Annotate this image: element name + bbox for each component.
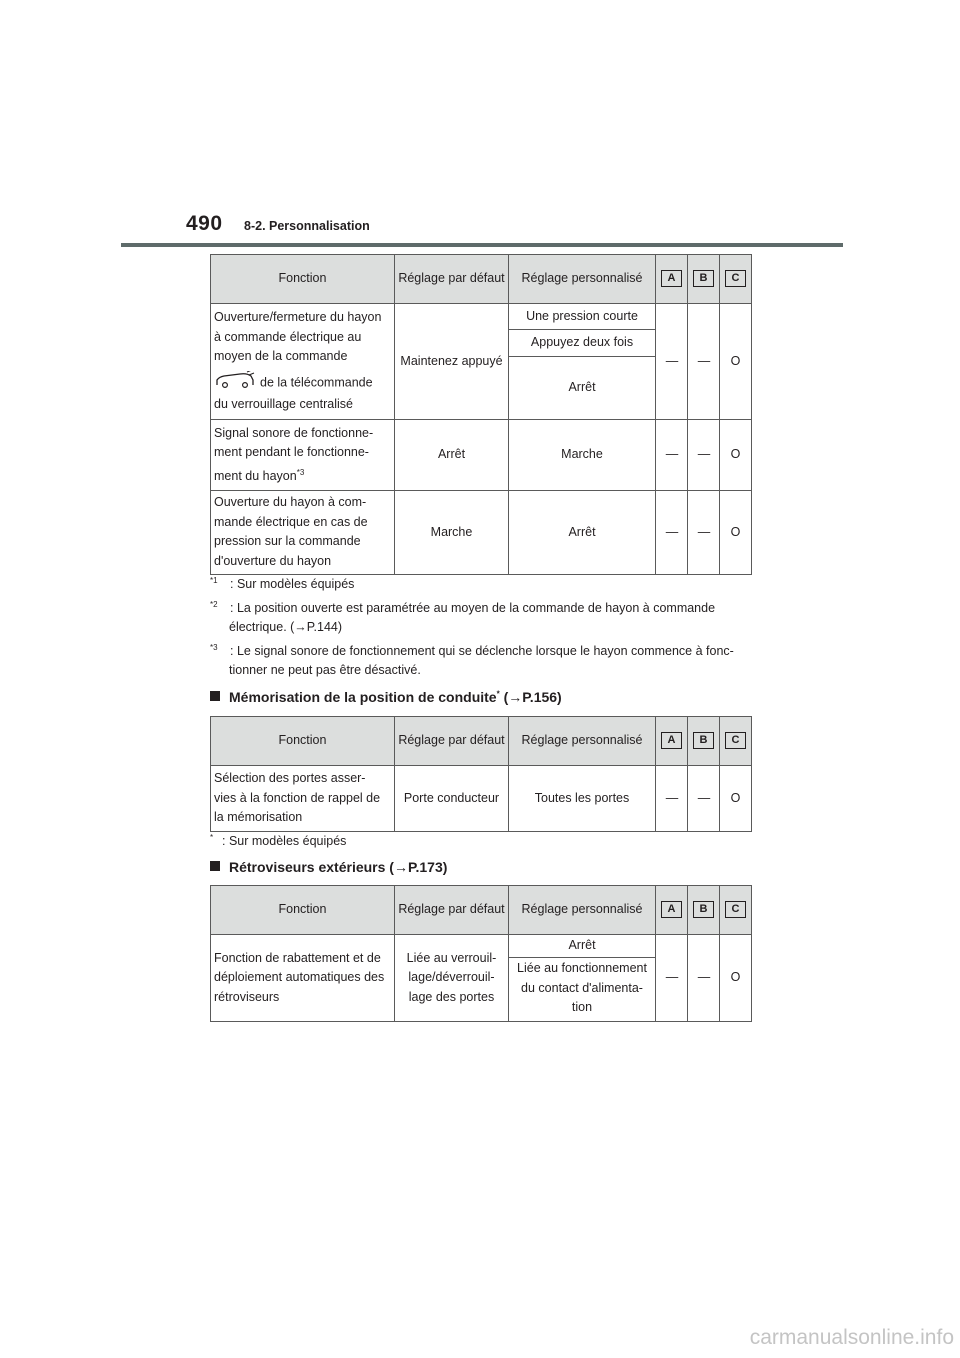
square-bullet-icon [210,691,220,701]
table-memory [210,716,752,832]
cell-a: — [656,935,688,1022]
cell-a: — [656,766,688,832]
cell-b: — [688,491,720,575]
footnote: *1 : Sur modèles équipés [210,576,355,591]
table-row [211,935,752,958]
header-reglage-defaut: Réglage par défaut [395,886,509,935]
header-c: C [720,717,752,766]
table-header-row [211,717,752,766]
cell-c: O [720,419,752,491]
footnotes-2 [210,832,755,856]
cell-c: O [720,491,752,575]
table-header-row [211,255,752,304]
row-perso: Marche [509,419,656,491]
section-heading: Rétroviseurs extérieurs (→P.173) [210,859,447,875]
option-cell: Appuyez deux fois [509,329,656,357]
header-b: B [688,886,720,935]
footnotes-1 [210,575,755,685]
header-reglage-perso: Réglage personnalisé [509,886,656,935]
header-a: A [656,886,688,935]
cell-a: — [656,304,688,420]
section-title: 8-2. Personnalisation [244,219,370,233]
cell-a: — [656,491,688,575]
header-fonction: Fonction [211,255,395,304]
cell-b: — [688,304,720,420]
header-c: C [720,255,752,304]
table-row [211,766,752,832]
cell-c: O [720,935,752,1022]
section-heading: Mémorisation de la position de conduite* (→P.156) [210,689,562,705]
row-defaut: Porte conducteur [395,766,509,832]
header-reglage-perso: Réglage personnalisé [509,717,656,766]
row-fonction: Fonction de rabattement et de déploiement automatiques des rétroviseurs [211,935,395,1022]
square-bullet-icon [210,861,220,871]
cell-b: — [688,419,720,491]
watermark: carmanualsonline.info [749,1326,954,1349]
option-cell: Arrêt [509,935,656,958]
row-fonction: Sélection des portes asser- vies à la fonction de rappel de la mémorisation [211,766,395,832]
page-number: 490 [186,212,223,235]
option-cell: Liée au fonctionnement du contact d'alimenta- tion [509,958,656,1022]
header-b: B [688,717,720,766]
header-fonction: Fonction [211,717,395,766]
cell-c: O [720,766,752,832]
key-fob-hatch-icon [214,371,256,396]
cell-c: O [720,304,752,420]
cell-a: — [656,419,688,491]
header-reglage-perso: Réglage personnalisé [509,255,656,304]
header-fonction: Fonction [211,886,395,935]
table-mirrors [210,885,752,1022]
header-reglage-defaut: Réglage par défaut [395,255,509,304]
cell-b: — [688,766,720,832]
footnote: *2 : La position ouverte est paramétrée au moyen de la commande de hayon à commande électrique. (→P.144) [210,599,716,634]
option-cell: Arrêt [509,357,656,419]
table-header-row [211,886,752,935]
header-reglage-defaut: Réglage par défaut [395,717,509,766]
row-fonction: Signal sonore de fonctionne- ment pendant le fonctionne- ment du hayon$^{*3}$ [211,419,395,491]
row-fonction: Ouverture/fermeture du hayon à commande électrique au moyen de la commande de la télécommande du verrouillage centralisé [211,304,395,420]
header-a: A [656,717,688,766]
header-b: B [688,255,720,304]
row-defaut: Liée au verrouil- lage/déverrouil- lage des portes [395,935,509,1022]
row-perso: Arrêt [509,491,656,575]
header-a: A [656,255,688,304]
option-cell: Une pression courte [509,304,656,330]
row-perso: Toutes les portes [509,766,656,832]
row-defaut: Marche [395,491,509,575]
table-row [211,491,752,575]
footnote: * : Sur modèles équipés [210,833,347,848]
row-defaut: Arrêt [395,419,509,491]
table-row [211,304,752,330]
table-row [211,419,752,491]
row-defaut: Maintenez appuyé [395,304,509,420]
table-tailgate [210,254,752,575]
header-rule [121,243,843,247]
row-fonction: Ouverture du hayon à com- mande électrique en cas de pression sur la commande d'ouverture du hayon [211,491,395,575]
footnote: *3 : Le signal sonore de fonctionnement qui se déclenche lorsque le hayon commence à fonc- tionner ne peut pas être désactivé. [210,642,734,677]
cell-b: — [688,935,720,1022]
header-c: C [720,886,752,935]
